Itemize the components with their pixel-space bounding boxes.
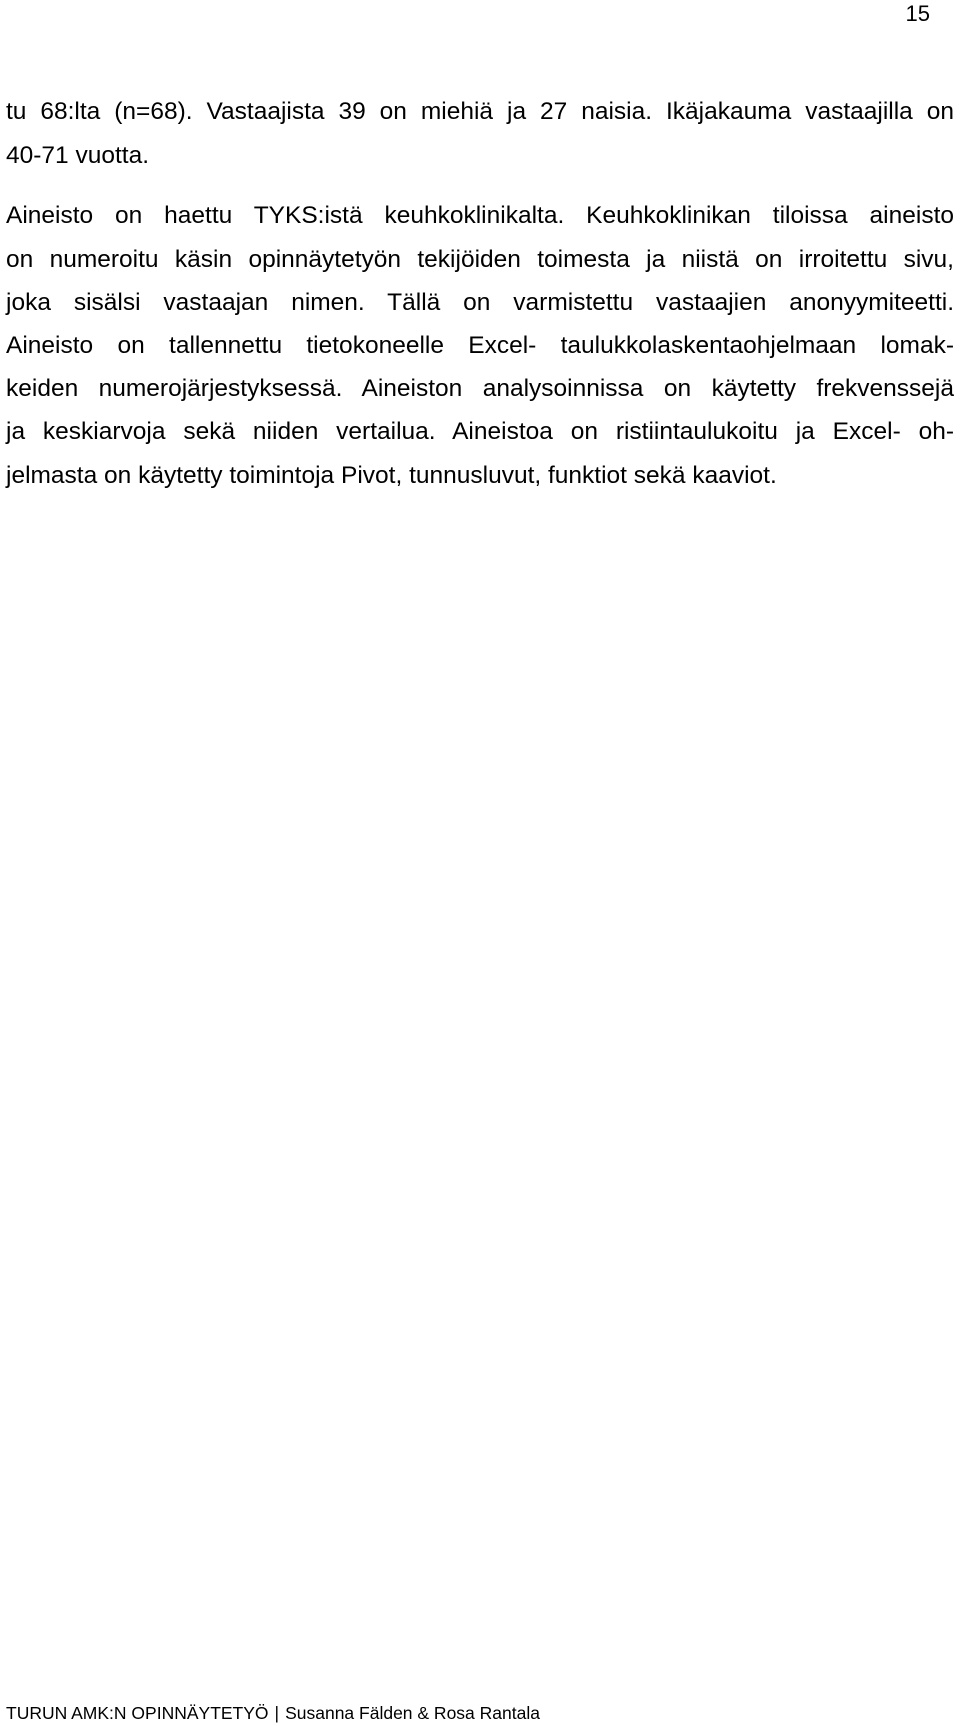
paragraph-line: ja keskiarvoja sekä niiden vertailua. Aineistoa on ristiintaulukoitu ja Excel- oh- [6,418,954,445]
footer-separator: | [274,1703,280,1723]
paragraph-line: on numeroitu käsin opinnäytetyön tekijöiden toimesta ja niistä on irroitettu sivu, [6,246,954,273]
paragraph-line: 40-71 vuotta. [6,142,150,169]
footer-authors: Susanna Fälden & Rosa Rantala [285,1703,540,1723]
paragraph-line: Aineisto on haettu TYKS:istä keuhkoklinikalta. Keuhkoklinikan tiloissa aineisto [6,202,954,229]
paragraph-line: jelmasta on käytetty toimintoja Pivot, tunnusluvut, funktiot sekä kaaviot. [6,462,777,489]
page-number: 15 [905,1,930,26]
paragraph-line: keiden numerojärjestyksessä. Aineiston analysoinnissa on käytetty frekvenssejä [6,375,954,402]
paragraph-line: joka sisälsi vastaajan nimen. Tällä on varmistettu vastaajien anonyymiteetti. [6,289,954,316]
paragraph-line: Aineisto on tallennettu tietokoneelle Excel- taulukkolaskentaohjelmaan lomak- [6,332,954,359]
paragraph-line: tu 68:lta (n=68). Vastaajista 39 on miehiä ja 27 naisia. Ikäjakauma vastaajilla on [6,98,954,125]
footer-institution: TURUN AMK:N OPINNÄYTETYÖ [6,1703,269,1723]
page-footer [6,1702,540,1724]
